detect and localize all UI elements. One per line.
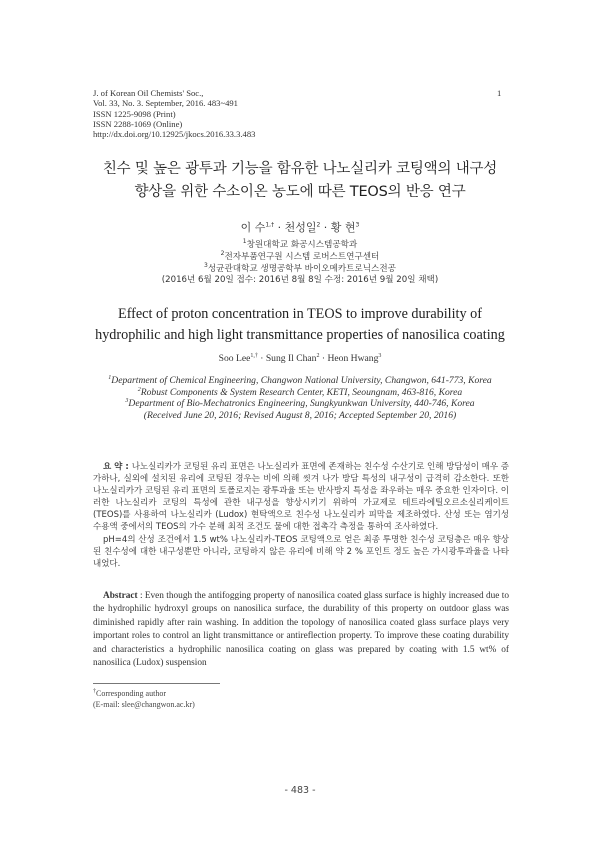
corresponding-author-note: †Corresponding author [93,688,166,698]
english-affiliation-3: $^3$Department of Bio-Mechatronics Engineering, Sungkyunkwan University, 440-746, Korea [125,397,475,409]
page-number: - 483 - [284,785,316,796]
footnote-rule [93,683,220,684]
korean-abstract-p1: 요 약 : 나노실리카가 코팅된 유리 표면은 나노실리카 표면에 존재하는 친수성 수산기로 인해 방담성이 매우 증가하나, 실외에 설치된 유리에 코팅된 경우는 비에 의해 씻겨 나가 방담 특성의 내구성이 급격히 감소한다. 또한 나노실리카가 코팅된 유리 표면의 토폴로지는 광투과율 또는 반사방지 특성을 좌우하는 매우 중요한 인자이다. 이러한 나노실리카 코팅의 특성에 관한 내구성을 향상시키기 위하여 가교제로 테트라에틸오르소실리케이트 (TEOS)를 사용하여 나노실리카 (Ludox) 현탁액으로 친수성 나노실리카 피막을 제조하였다. 산성 또는 염기성 수용액 중에서의 TEOS의 가수 분해 최적 조건도 물에 대한 접촉각 측정을 통하여 조사하였다. [93,462,509,533]
english-author-1: Soo Lee [218,353,251,364]
korean-title-line2: 향상을 위한 수소이온 농도에 따른 TEOS의 반응 연구 [134,184,466,200]
english-title-line1: Effect of proton concentration in TEOS to improve durability of [118,306,482,322]
korean-abstract-p2: pH=4의 산성 조건에서 1.5 wt% 나노실리카-TEOS 코팅액으로 얻은 최종 투명한 친수성 코팅층은 매우 향상된 친수성에 대한 내구성뿐만 아니라, 코팅하지 않은 유리에 비해 약 2 % 포인트 정도 높은 가시광투과율을 나타내었다. [93,534,509,569]
korean-abstract [93,461,509,570]
korean-authors [0,219,600,235]
korean-abstract-label: 요 약 : [103,462,132,472]
english-abstract [93,590,509,670]
journal-header [93,88,255,139]
korean-title [0,158,600,204]
en-author-2-mark: 2 [316,352,320,359]
english-abstract-p1: Abstract : Even though the antifogging property of nanosilica coated glass surface is highly increased due to the hydrophilic hydroxyl groups on nanosilica surface, the durability of this property on outdoor glass was diminished rapidly after rain washing. In addition the topology of nanosilica coated glass surface plays very important roles to control an light transmittance or antireflection property. To improve these coating durability and characteristics a hydrophilic nanosilica coating on glass was prepared by coating with 1.5 wt% of nanosilica (Ludox) suspension [93,591,509,669]
english-author-2: · Sung Il Chan [257,353,317,364]
corresponding-email[interactable]: (E-mail: slee@changwon.ac.kr) [93,700,195,710]
english-affiliations [0,375,600,421]
author-3-mark: 3 [355,221,360,229]
english-affiliation-2: $^2$Robust Components & System Research Center, KETI, Seoungnam, 463-816, Korea [137,386,463,398]
english-affiliation-1: $^1$Department of Chemical Engineering, Changwon National University, Changwon, 641-773, Korea [108,374,492,386]
author-2-mark: 2 [316,221,321,229]
corner-page-number: 1 [497,88,502,98]
en-author-1-mark: 1,† [250,352,258,359]
english-authors [0,353,600,364]
korean-author-1: 이 수 [240,221,266,234]
doi-link[interactable]: http://dx.doi.org/10.12925/jkocs.2016.33.3.483 [93,129,256,140]
author-1-mark: 1,† [265,221,275,229]
korean-title-line1: 친수 및 높은 광투과 기능을 함유한 나노실리카 코팅액의 내구성 [102,161,498,177]
korean-author-2: · 천성일 [274,221,317,234]
issn-online: ISSN 2288-1069 (Online) [93,118,183,129]
english-dates: (Received June 20, 2016; Revised August 8, 2016; Accepted September 20, 2016) [143,409,457,421]
korean-affiliations [0,240,600,287]
affil-1-mark: 1 [242,238,247,246]
korean-author-3: · 황 현 [320,221,356,234]
affil-3-mark: 3 [204,261,208,269]
footnote [93,688,195,710]
journal-volume: Vol. 33, No. 3. September, 2016. 483~491 [93,98,238,109]
korean-affiliation-3: $^3$성균관대학교 생명공학부 바이오메카트로닉스전공 [204,261,396,274]
english-abstract-label: Abstract [103,591,138,601]
korean-affiliation-1: $^1$창원대학교 화공시스템공학과 [242,238,358,250]
dagger-mark: † [93,688,96,695]
journal-name: J. of Korean Oil Chemists' Soc., [93,88,204,98]
korean-dates: (2016년 6월 20일 접수: 2016년 8월 8일 수정: 2016년 9월 20일 채택) [161,275,439,286]
english-author-3: · Heon Hwang [319,353,379,364]
issn-print: ISSN 1225-9098 (Print) [93,108,176,119]
english-title-line2: hydrophilic and high light transmittance properties of nanosilica coating [95,326,505,343]
affil-2-mark: 2 [220,249,225,257]
en-author-3-mark: 3 [378,352,382,359]
korean-affiliation-2: $^2$전자부품연구원 시스템 로버스트연구센터 [220,249,380,262]
english-title [0,304,600,345]
